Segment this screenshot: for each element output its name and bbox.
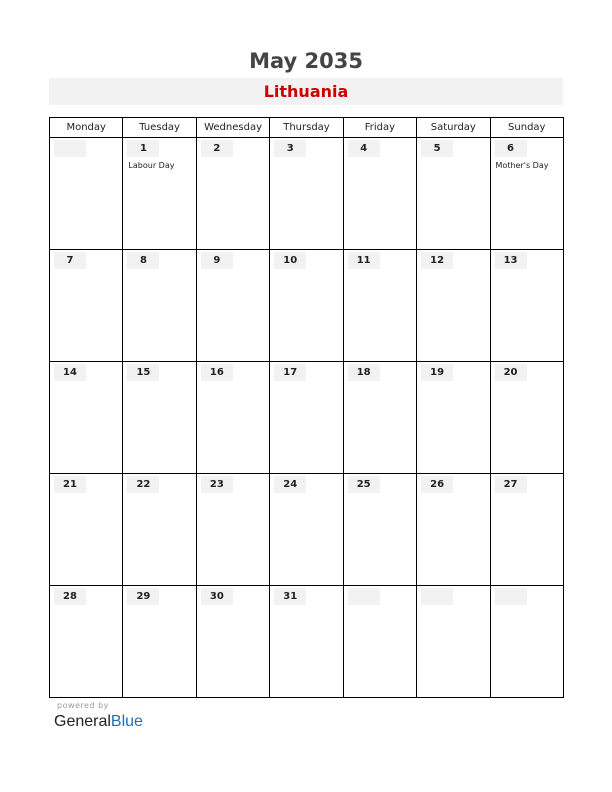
day-cell[interactable] [123, 474, 196, 586]
day-cell[interactable] [490, 362, 563, 474]
day-cell[interactable] [490, 474, 563, 586]
day-number: 12 [421, 252, 453, 269]
day-cell[interactable] [270, 138, 343, 250]
day-cell[interactable] [417, 586, 490, 698]
day-number: 13 [495, 252, 527, 269]
day-number: 28 [54, 588, 86, 605]
day-cell[interactable] [270, 474, 343, 586]
weekday-tuesday: Tuesday [123, 118, 196, 138]
day-cell[interactable] [196, 138, 269, 250]
day-cell[interactable] [417, 138, 490, 250]
day-number: 4 [348, 140, 380, 157]
day-cell[interactable] [490, 586, 563, 698]
day-cell[interactable] [417, 250, 490, 362]
day-number: 25 [348, 476, 380, 493]
day-number: 19 [421, 364, 453, 381]
weekday-thursday: Thursday [270, 118, 343, 138]
day-number [348, 588, 380, 605]
day-cell[interactable] [123, 362, 196, 474]
day-number: 7 [54, 252, 86, 269]
day-cell[interactable] [343, 474, 416, 586]
weekday-wednesday: Wednesday [196, 118, 269, 138]
day-cell[interactable] [270, 586, 343, 698]
day-number: 23 [201, 476, 233, 493]
day-cell[interactable] [196, 362, 269, 474]
week-row [50, 362, 564, 474]
week-row [50, 138, 564, 250]
day-cell[interactable] [490, 138, 563, 250]
day-number: 15 [127, 364, 159, 381]
day-cell[interactable] [196, 586, 269, 698]
day-cell[interactable] [50, 250, 123, 362]
holiday-label: Labour Day [128, 161, 175, 170]
day-number: 2 [201, 140, 233, 157]
day-cell[interactable] [417, 362, 490, 474]
brand-blue: Blue [110, 713, 143, 730]
day-number: 27 [495, 476, 527, 493]
day-number: 9 [201, 252, 233, 269]
day-cell[interactable] [343, 586, 416, 698]
country-name: Lithuania [49, 78, 563, 105]
day-number: 10 [274, 252, 306, 269]
day-cell[interactable] [123, 586, 196, 698]
day-number: 3 [274, 140, 306, 157]
day-number: 20 [495, 364, 527, 381]
day-cell[interactable] [123, 138, 196, 250]
day-cell[interactable] [50, 586, 123, 698]
holiday-label: Mother's Day [495, 161, 549, 170]
day-cell[interactable] [270, 362, 343, 474]
day-cell[interactable] [50, 138, 123, 250]
day-number: 29 [127, 588, 159, 605]
weekday-sunday: Sunday [490, 118, 563, 138]
day-cell[interactable] [50, 362, 123, 474]
powered-by-label: powered by [57, 701, 109, 710]
weekday-friday: Friday [343, 118, 416, 138]
calendar-title: May 2035 [249, 49, 363, 73]
day-number: 18 [348, 364, 380, 381]
day-number [495, 588, 527, 605]
day-cell[interactable] [123, 250, 196, 362]
week-row [50, 474, 564, 586]
day-cell[interactable] [196, 250, 269, 362]
generalblue-logo[interactable] [54, 713, 143, 731]
day-number: 1 [127, 140, 159, 157]
day-number: 8 [127, 252, 159, 269]
week-row [50, 586, 564, 698]
brand-general: General [54, 713, 111, 730]
day-number: 21 [54, 476, 86, 493]
day-number: 16 [201, 364, 233, 381]
day-number: 5 [421, 140, 453, 157]
day-number: 6 [495, 140, 527, 157]
weekday-monday: Monday [50, 118, 123, 138]
day-cell[interactable] [343, 362, 416, 474]
calendar-body [50, 138, 564, 698]
day-number: 31 [274, 588, 306, 605]
weekday-header-row [50, 118, 564, 138]
day-number: 24 [274, 476, 306, 493]
day-number: 11 [348, 252, 380, 269]
week-row [50, 250, 564, 362]
day-number: 22 [127, 476, 159, 493]
day-cell[interactable] [343, 138, 416, 250]
day-number: 26 [421, 476, 453, 493]
day-number [421, 588, 453, 605]
day-cell[interactable] [343, 250, 416, 362]
day-cell[interactable] [196, 474, 269, 586]
day-number [54, 140, 86, 157]
calendar-grid [49, 117, 564, 698]
weekday-saturday: Saturday [417, 118, 490, 138]
day-number: 17 [274, 364, 306, 381]
day-number: 14 [54, 364, 86, 381]
day-cell[interactable] [417, 474, 490, 586]
day-cell[interactable] [490, 250, 563, 362]
day-cell[interactable] [270, 250, 343, 362]
day-cell[interactable] [50, 474, 123, 586]
day-number: 30 [201, 588, 233, 605]
